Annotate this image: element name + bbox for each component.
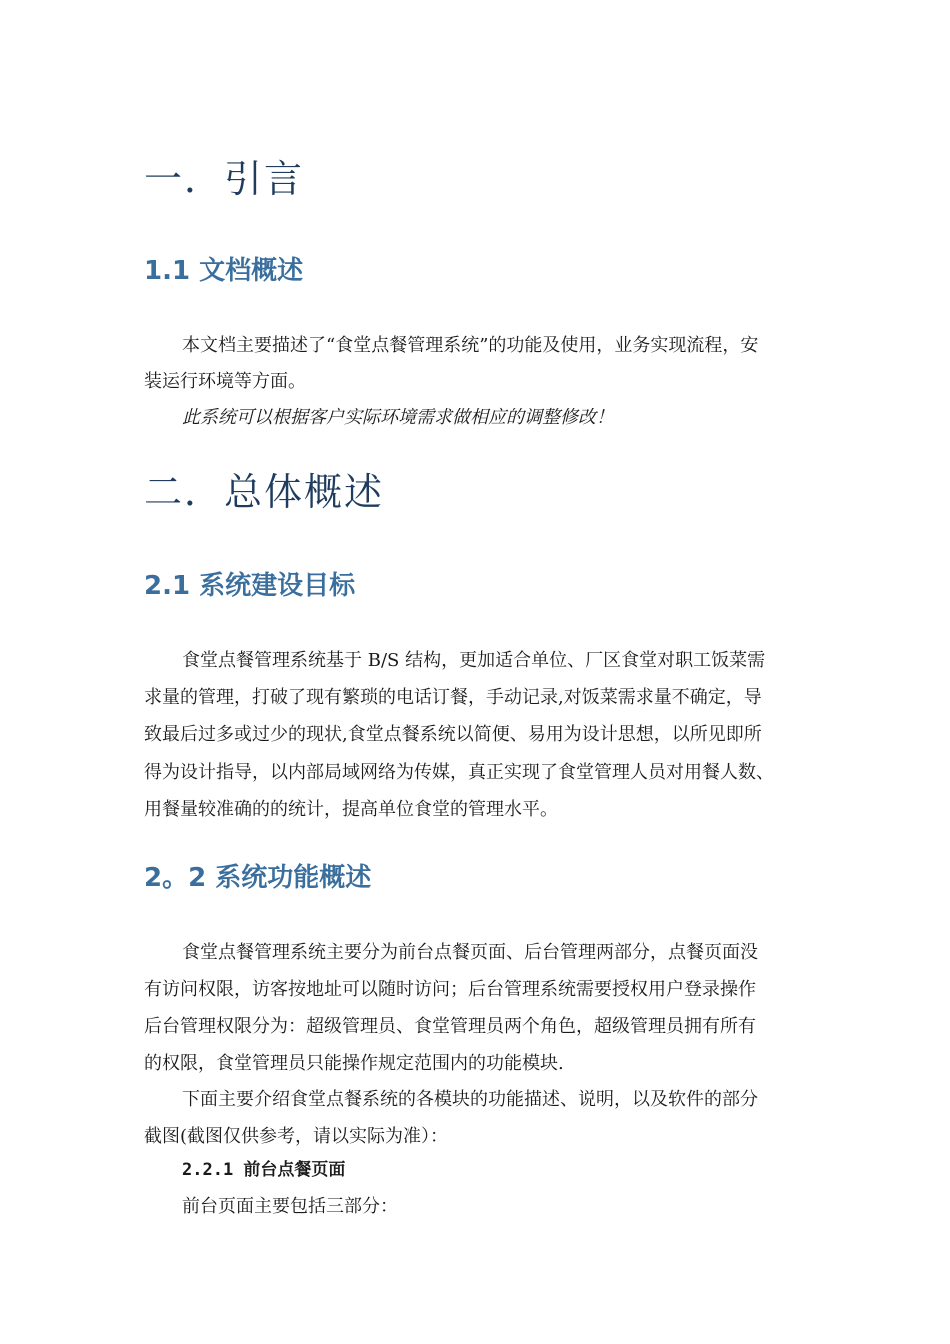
italic-note: 此系统可以根据客户实际环境需求做相应的调整修改！ (182, 407, 614, 428)
paragraph-line: 的权限，食堂管理员只能操作规定范围内的功能模块. (144, 1053, 564, 1074)
section-2-heading: 二．总体概述 (144, 470, 385, 514)
paragraph-line: 有访问权限，访客按地址可以随时访问；后台管理系统需要授权用户登录操作 (144, 979, 756, 1000)
paragraph-line: 前台页面主要包括三部分： (182, 1196, 398, 1217)
paragraph-line: 得为设计指导，以内部局域网络为传媒，真正实现了食堂管理人员对用餐人数、 (144, 762, 774, 783)
paragraph-line: 装运行环境等方面。 (144, 371, 306, 392)
subsection-2-2-1-heading: 2.2.1 前台点餐页面 (182, 1160, 346, 1180)
paragraph-line: 用餐量较准确的的统计，提高单位食堂的管理水平。 (144, 799, 558, 820)
paragraph-line: 本文档主要描述了“食堂点餐管理系统”的功能及使用，业务实现流程，安 (182, 335, 759, 356)
paragraph-line: 食堂点餐管理系统基于 B/S 结构，更加适合单位、厂区食堂对职工饭菜需 (182, 650, 766, 671)
paragraph-line: 求量的管理，打破了现有繁琐的电话订餐，手动记录,对饭菜需求量不确定，导 (144, 687, 762, 708)
paragraph-line: 下面主要介绍食堂点餐系统的各模块的功能描述、说明，以及软件的部分 (182, 1089, 758, 1110)
section-1-heading: 一．引言 (144, 157, 305, 201)
paragraph-line: 食堂点餐管理系统主要分为前台点餐页面、后台管理两部分，点餐页面没 (182, 942, 758, 963)
section-1-1-heading: 1.1 文档概述 (144, 256, 304, 286)
paragraph-line: 截图(截图仅供参考，请以实际为准）： (144, 1126, 449, 1147)
paragraph-line: 后台管理权限分为：超级管理员、食堂管理员两个角色，超级管理员拥有所有 (144, 1016, 756, 1037)
section-2-2-heading: 2。2 系统功能概述 (144, 863, 372, 893)
section-2-1-heading: 2.1 系统建设目标 (144, 571, 356, 601)
paragraph-line: 致最后过多或过少的现状,食堂点餐系统以简便、易用为设计思想，以所见即所 (144, 724, 762, 745)
